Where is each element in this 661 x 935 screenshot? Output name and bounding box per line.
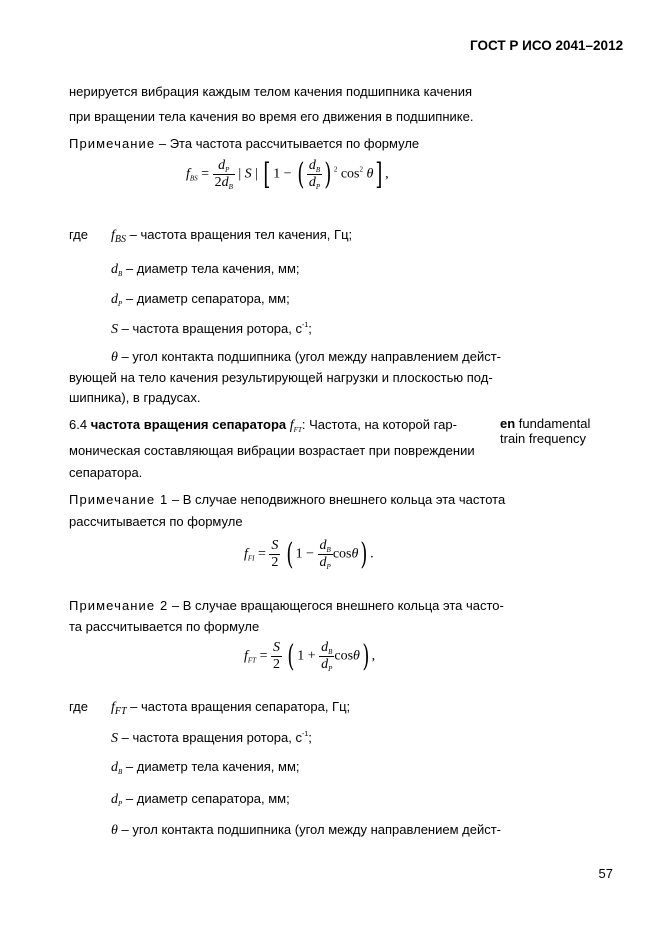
note-line: Примечание 1 – В случае неподвижного внешнего кольца эта частота bbox=[69, 492, 506, 507]
where-item: $d_B$ – диаметр тела качения, мм; bbox=[111, 261, 300, 278]
paragraph-line: вующей на тело качения результирующей нагрузки и плоскостью под- bbox=[69, 370, 493, 385]
where-label: где bbox=[69, 699, 88, 714]
note-line: та рассчитывается по формуле bbox=[69, 619, 260, 634]
where-item: $d_B$ – диаметр тела качения, мм; bbox=[111, 759, 300, 776]
where-item: $d_P$ – диаметр сепаратора, мм; bbox=[111, 291, 290, 308]
page-number: 57 bbox=[598, 866, 613, 881]
where-item: S – частота вращения ротора, $с^{-1}$; bbox=[111, 321, 312, 337]
where-item: $f_{BS}$ – частота вращения тел качения, Гц; bbox=[111, 227, 353, 245]
note-label: Примечание bbox=[69, 136, 156, 151]
where-item: S – частота вращения ротора, $с^{-1}$; bbox=[111, 730, 312, 746]
where-item: θ – угол контакта подшипника (угол между направлением дейст- bbox=[111, 822, 502, 838]
paragraph-line: нерируется вибрация каждым телом качения подшипника качения bbox=[69, 84, 472, 99]
lang-code: en bbox=[500, 416, 516, 431]
formula-ffi: $f_{FI}$ = $\frac{S}{2}$ ( 1 − $\frac{d_B}{d_P}$ cosθ) . bbox=[244, 536, 374, 572]
where-label: где bbox=[69, 227, 88, 242]
note-line: рассчитывается по формуле bbox=[69, 514, 243, 529]
note-line: Примечание 2 – В случае вращающегося внешнего кольца эта часто- bbox=[69, 598, 504, 613]
where-item: $f_{FT}$ – частота вращения сепаратора, Гц; bbox=[111, 699, 351, 717]
paragraph-line: шипника), в градусах. bbox=[69, 390, 201, 405]
note-line bbox=[69, 136, 419, 151]
where-item: $d_P$ – диаметр сепаратора, мм; bbox=[111, 791, 290, 808]
paragraph-line: моническая составляющая вибрации возрастает при повреждении bbox=[69, 443, 475, 458]
formula-fbs: $f_{BS}$ = $\frac{d_P}{2d_B}$ | S | [ 1 − ( $\frac{d_B}{d_P}$ ) $^2$ $\cos^2 \theta$] , bbox=[186, 156, 389, 192]
term-name: частота вращения сепаратора bbox=[90, 417, 287, 432]
formula-fft: $f_{FT}$ = $\frac{S}{2}$ ( 1 + $\frac{d_B}{d_P}$ cosθ) , bbox=[244, 638, 376, 674]
paragraph-line: при вращении тела качения во время его движения в подшипнике. bbox=[69, 109, 474, 124]
paragraph-line: сепаратора. bbox=[69, 465, 143, 480]
term-number: 6.4 bbox=[69, 417, 88, 432]
english-equivalent: en fundamental train frequency bbox=[500, 416, 591, 446]
note-text: – Эта частота рассчитывается по формуле bbox=[155, 136, 420, 151]
document-header: ГОСТ Р ИСО 2041–2012 bbox=[470, 38, 624, 53]
term-line: 6.4 частота вращения сепаратора $f_{FT}$: Частота, на которой гар- bbox=[69, 417, 457, 434]
where-item: θ – угол контакта подшипника (угол между направлением дейст- bbox=[111, 349, 502, 365]
